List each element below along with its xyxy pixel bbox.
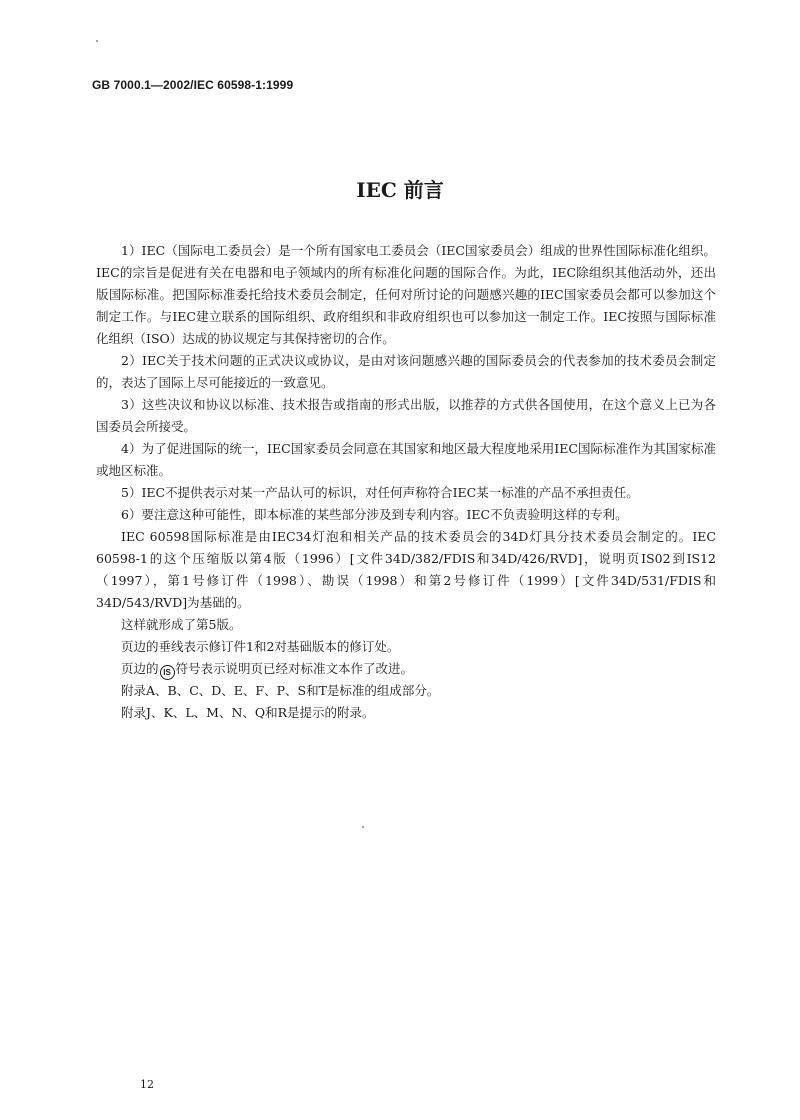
paragraph-3: 3）这些决议和协议以标准、技术报告或指南的形式出版，以推荐的方式供各国使用，在这个意义上已为各国委员会所接受。: [96, 397, 716, 434]
document-body: [96, 240, 716, 724]
paragraph-4: 4）为了促进国际的统一，IEC国家委员会同意在其国家和地区最大程度地采用IEC国际标准作为其国家标准或地区标准。: [96, 441, 716, 478]
scan-speck: [362, 826, 364, 828]
paragraph-normative-annexes: 附录A、B、C、D、E、F、P、S和T是标准的组成部分。: [121, 683, 440, 698]
page-number: 12: [140, 1078, 154, 1091]
paragraph-margin-lines: 页边的垂线表示修订件1和2对基础版本的修订处。: [121, 639, 400, 654]
scan-speck: [96, 40, 98, 42]
paragraph-informative-annexes: 附录J、K、L、M、N、Q和R是提示的附录。: [121, 705, 375, 720]
paragraph-6: 6）要注意这种可能性，即本标准的某些部分涉及到专利内容。IEC不负责验明这样的专利。: [121, 507, 628, 522]
paragraph-edition: 这样就形成了第5版。: [121, 617, 242, 632]
is-text-after: 符号表示说明页已经对标准文本作了改进。: [175, 661, 414, 676]
paragraph-1: 1）IEC（国际电工委员会）是一个所有国家电工委员会（IEC国家委员会）组成的世界性国际标准化组织。IEC的宗旨是促进有关在电器和电子领域内的所有标准化问题的国际合作。为此，IEC除组织其他活动外，还出版国际标准。把国际标准委托给技术委员会制定，任何对所讨论的问题感兴趣的IEC国家委员会都可以参加这个制定工作。与IEC建立联系的国际组织、政府组织和非政府组织也可以参加这一制定工作。IEC按照与国际标准化组织（ISO）达成的协议规定与其保持密切的合作。: [96, 243, 716, 346]
paragraph-2: 2）IEC关于技术问题的正式决议或协议，是由对该问题感兴趣的国际委员会的代表参加的技术委员会制定的，表达了国际上尽可能接近的一致意见。: [96, 353, 716, 390]
is-symbol-icon: IS: [160, 665, 175, 680]
paragraph-origin: IEC 60598国际标准是由IEC34灯泡和相关产品的技术委员会的34D灯具分技术委员会制定的。IEC 60598-1的这个压缩版以第4版（1996）[文件34D/382/FDIS和34D/426/RVD]，说明页IS02到IS12（1997），第1号修订件（1998）、勘误（1998）和第2号修订件（1999）[文件34D/531/FDIS和34D/543/RVD]为基础的。: [96, 529, 716, 610]
paragraph-5: 5）IEC不提供表示对某一产品认可的标识，对任何声称符合IEC某一标准的产品不承担责任。: [121, 485, 639, 500]
paragraph-is-symbol: [96, 658, 716, 680]
page-title: IEC 前言: [356, 178, 444, 202]
standard-header: GB 7000.1—2002/IEC 60598-1:1999: [92, 78, 294, 92]
is-text-before: 页边的: [121, 661, 159, 676]
